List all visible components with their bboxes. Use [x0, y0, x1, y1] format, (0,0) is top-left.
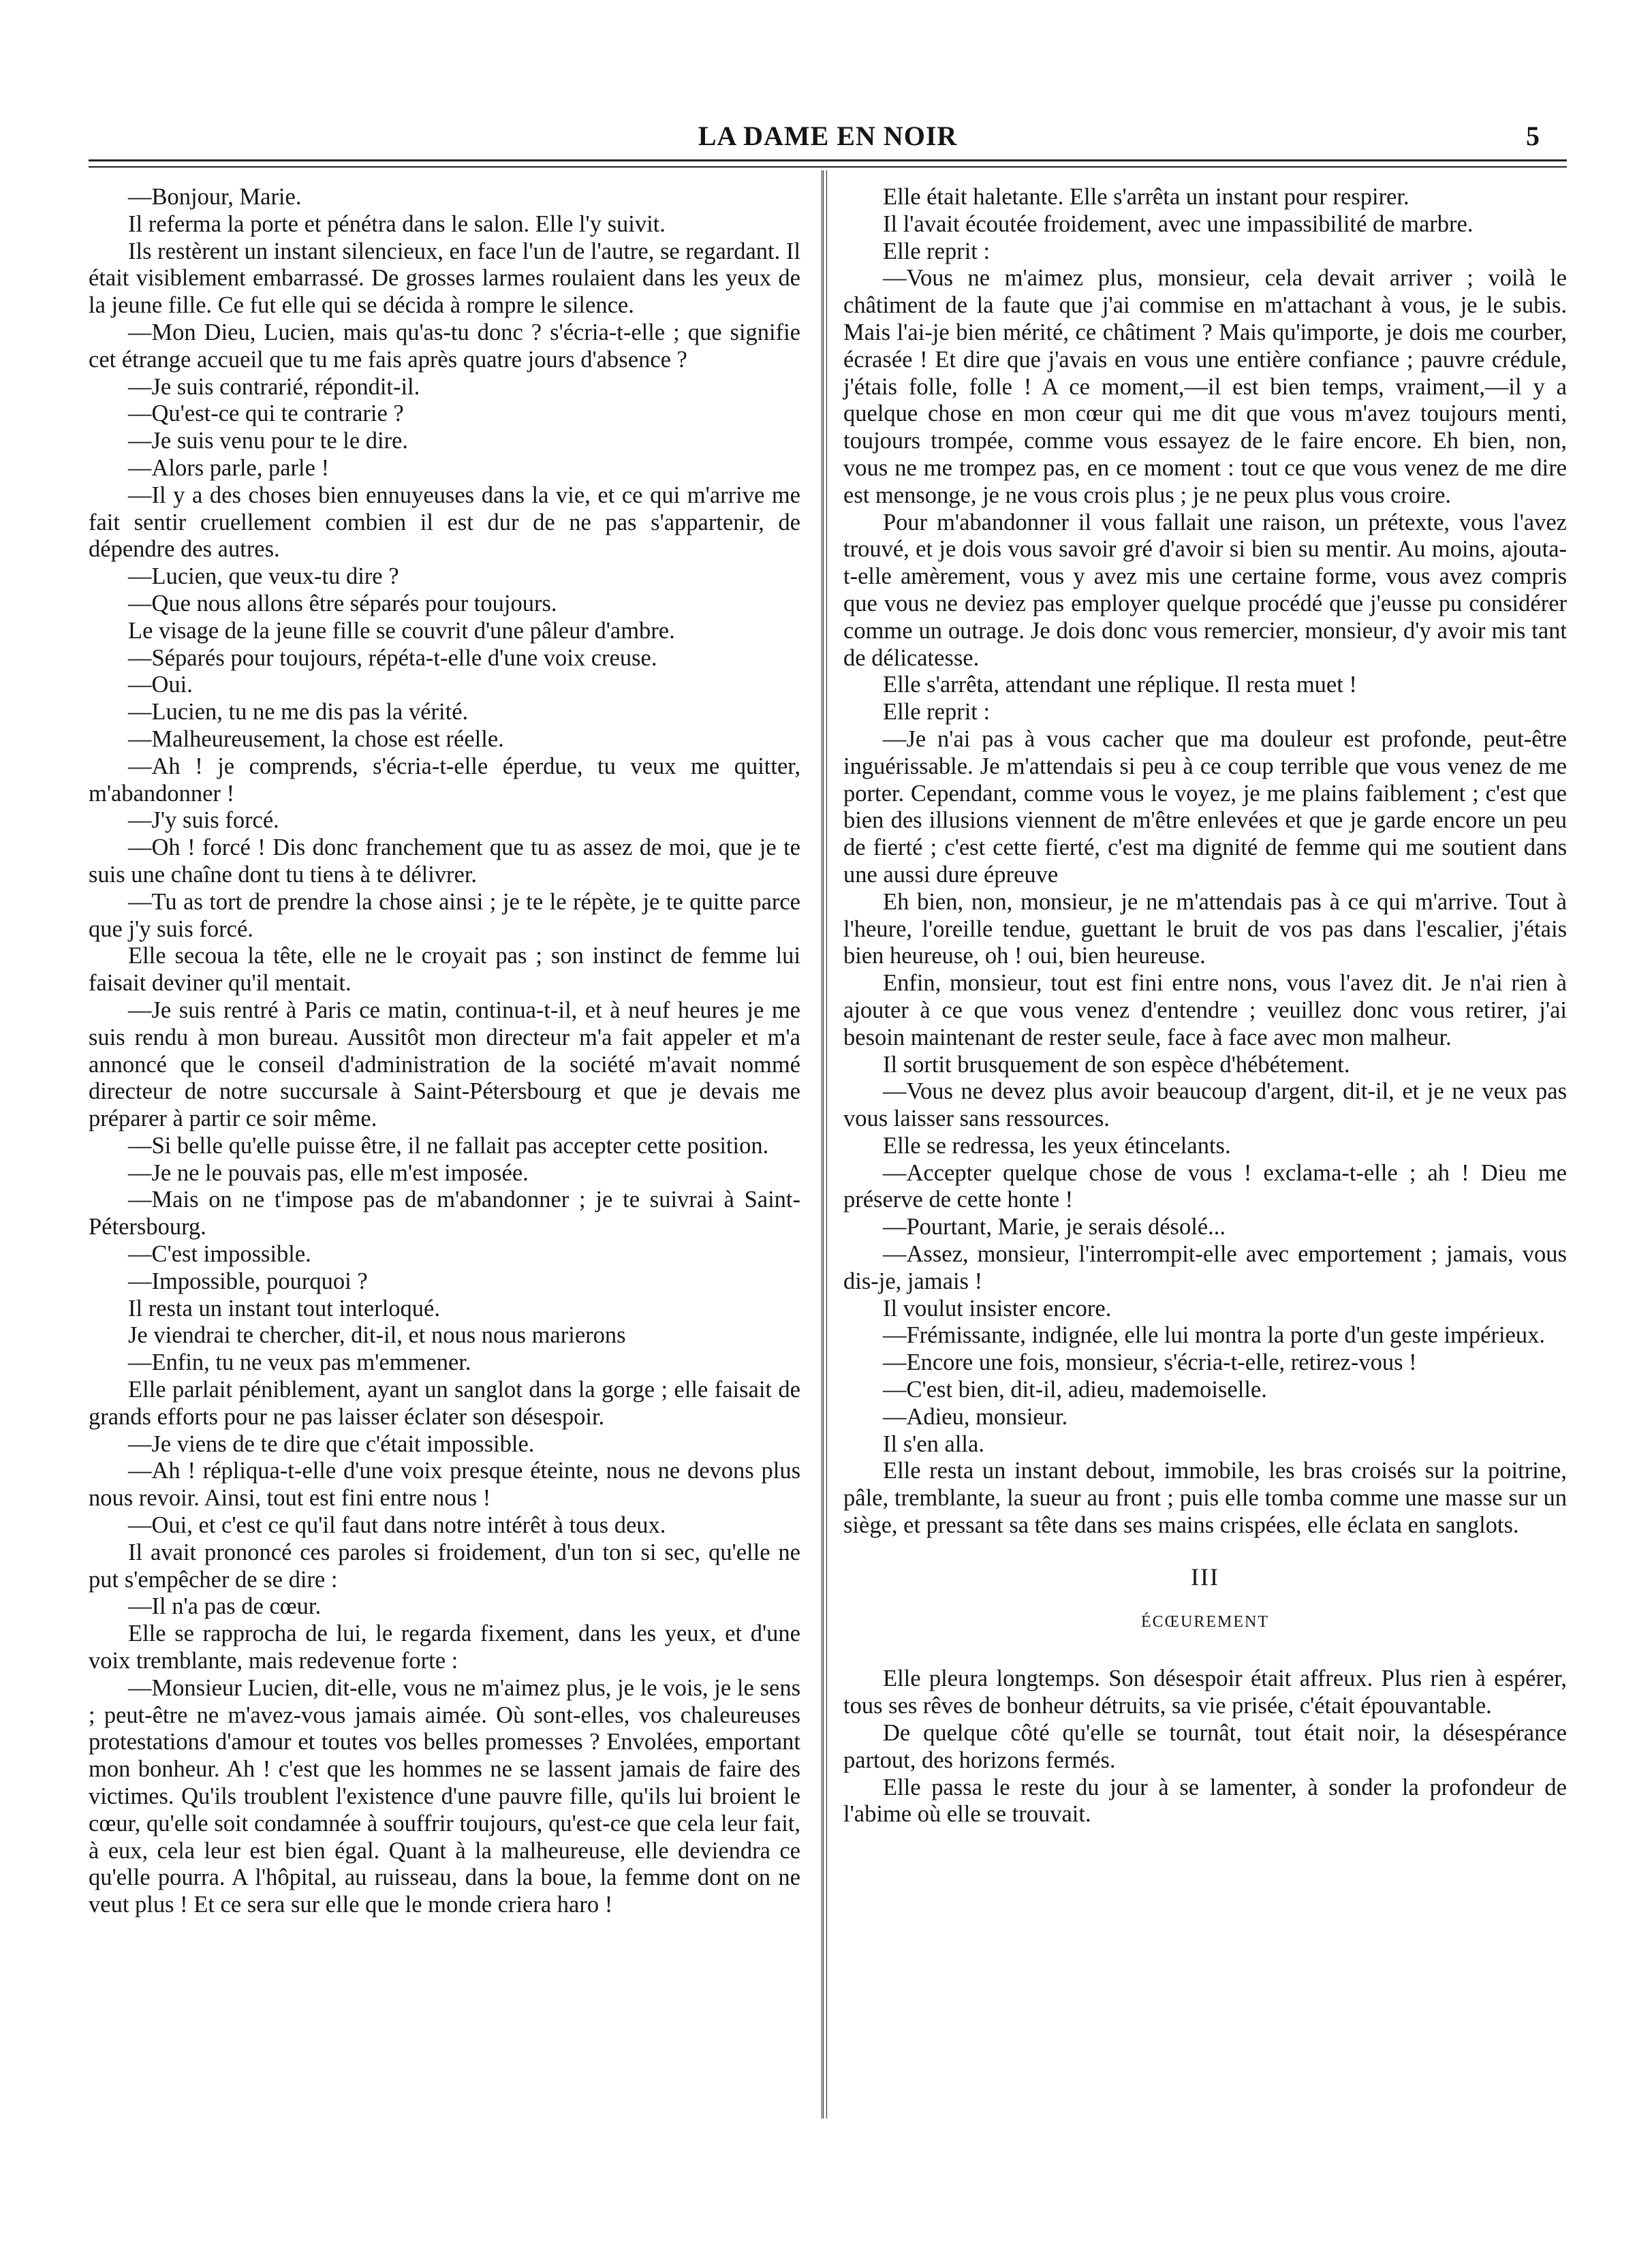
paragraph: Elle reprit :	[883, 699, 991, 725]
paragraph: —Je n'ai pas à vous cacher que ma douleur est profonde, peut-être inguérissable. Je m'attendais si peu à ce coup terrible que vous venez de me porter. Cependant, comme vous le voyez, je me plains faiblement ; c'est que bien des illusions viennent de m'être enlevées et que je garde encore un peu de fierté ; c'est cette fierté, c'est ma dignité de femme qui me soutient dans une aussi dure épreuve	[843, 725, 1567, 888]
column-divider	[822, 170, 827, 2119]
page-number: 5	[1526, 121, 1540, 151]
paragraph: —Mais on ne t'impose pas de m'abandonner ; je te suivrai à Saint-Pétersbourg.	[89, 1187, 800, 1240]
paragraph: —Alors parle, parle !	[128, 454, 330, 481]
paragraph: —Séparés pour toujours, répéta-t-elle d'une voix creuse.	[128, 644, 657, 671]
paragraph: Elle parlait péniblement, ayant un sanglot dans la gorge ; elle faisait de grands efforts pour ne pas laisser éclater son désespoir.	[89, 1377, 800, 1430]
paragraph: —Ah ! je comprends, s'écria-t-elle éperdue, tu veux me quitter, m'abandonner !	[89, 753, 800, 807]
paragraph: Il resta un instant tout interloqué.	[128, 1295, 440, 1322]
paragraph: Elle se rapprocha de lui, le regarda fixement, dans les yeux, et d'une voix tremblante, mais redevenue forte :	[89, 1621, 800, 1674]
paragraph: —Je suis venu pour te le dire.	[128, 428, 409, 454]
header-rule-bottom	[89, 166, 1567, 168]
right-column-bottom	[843, 1666, 1567, 1828]
paragraph: De quelque côté qu'elle se tournât, tout était noir, la désespérance partout, des horizons fermés.	[843, 1720, 1567, 1773]
paragraph: —Monsieur Lucien, dit-elle, vous ne m'aimez plus, je le vois, je le sens ; peut-être ne m'avez-vous jamais aimée. Où sont-elles, vos chaleureuses protestations d'amour et toutes vos belles promesses ? Envolées, emportant mon bonheur. Ah ! c'est que les hommes ne se lassent jamais de faire des victimes. Qu'ils troublent l'existence d'une pauvre fille, qu'ils lui broient le cœur, qu'elle soit condamnée à souffrir toujours, qu'est-ce que cela leur fait, à eux, cela leur est bien égal. Quant à la malheureuse, elle deviendra ce qu'elle pourra. A l'hôpital, au ruisseau, dans la boue, la femme dont on ne veut plus ! Et ce sera sur elle que le monde criera haro !	[89, 1674, 800, 1918]
paragraph: —Tu as tort de prendre la chose ainsi ; je te le répète, je te quitte parce que j'y suis forcé.	[89, 888, 800, 942]
page-header	[89, 120, 1567, 154]
paragraph: —Vous ne devez plus avoir beaucoup d'argent, dit-il, et je ne veux pas vous laisser sans ressources.	[843, 1078, 1567, 1132]
paragraph: Elle resta un instant debout, immobile, les bras croisés sur la poitrine, pâle, tremblante, la sueur au front ; puis elle tomba comme une masse sur un siège, et pressant sa tête dans ses mains crispées, elle éclata en sanglots.	[843, 1458, 1567, 1539]
paragraph: —Impossible, pourquoi ?	[128, 1268, 368, 1294]
paragraph: —Encore une fois, monsieur, s'écria-t-elle, retirez-vous !	[883, 1349, 1417, 1376]
paragraph: —J'y suis forcé.	[128, 807, 279, 834]
paragraph: —Je suis contrarié, répondit-il.	[128, 373, 420, 400]
paragraph: Enfin, monsieur, tout est fini entre nons, vous l'avez dit. Je n'ai rien à ajouter à ce que vous venez d'entendre ; veuillez donc vous retirer, j'ai besoin maintenant de rester seule, face à face avec mon malheur.	[843, 970, 1567, 1050]
paragraph: —Frémissante, indignée, elle lui montra la porte d'un geste impérieux.	[883, 1322, 1545, 1349]
right-column-top	[843, 184, 1567, 1539]
paragraph: —Ah ! répliqua-t-elle d'une voix presque éteinte, nous ne devons plus nous revoir. Ainsi, tout est fini entre nous !	[89, 1458, 800, 1512]
left-column	[89, 184, 800, 1919]
paragraph: —Je viens de te dire que c'était impossible.	[128, 1430, 535, 1457]
paragraph: Eh bien, non, monsieur, je ne m'attendais pas à ce qui m'arrive. Tout à l'heure, l'oreille tendue, guettant le bruit de vos pas dans l'escalier, j'étais bien heureuse, oh ! oui, bien heureuse.	[843, 888, 1567, 969]
paragraph: —Je ne le pouvais pas, elle m'est imposée.	[128, 1159, 529, 1186]
right-column	[843, 184, 1567, 1828]
paragraph: Il l'avait écoutée froidement, avec une impassibilité de marbre.	[883, 210, 1474, 237]
paragraph: Il sortit brusquement de son espèce d'hébétement.	[883, 1051, 1350, 1078]
paragraph: —Qu'est-ce qui te contrarie ?	[128, 401, 404, 427]
paragraph: —Adieu, monsieur.	[883, 1403, 1068, 1430]
paragraph: —Je suis rentré à Paris ce matin, continua-t-il, et à neuf heures je me suis rendu à mon bureau. Aussitôt mon directeur m'a fait appeler et m'a annoncé que le conseil d'administration de la société m'avait nommé directeur de notre succursale à Saint-Pétersbourg et que je devais me préparer à partir ce soir même.	[89, 997, 800, 1132]
paragraph: —Oui.	[128, 672, 193, 698]
paragraph: —Lucien, que veux-tu dire ?	[128, 563, 399, 590]
paragraph: —Oui, et c'est ce qu'il faut dans notre intérêt à tous deux.	[128, 1512, 666, 1539]
paragraph: —Vous ne m'aimez plus, monsieur, cela devait arriver ; voilà le châtiment de la faute que j'ai commise en m'attachant à vous, je le subis. Mais l'ai-je bien mérité, ce châtiment ? Mais qu'importe, je dois me courber, écrasée ! Et dire que j'avais en vous une entière confiance ; pauvre crédule, j'étais folle, folle ! A ce moment,—il est bien temps, vraiment,—il y a quelque chose en mon cœur qui me dit que vous m'avez toujours menti, toujours trompée, comme vous essayez de le faire encore. Eh bien, non, vous ne me trompez pas, en ce moment : tout ce que vous venez de me dire est mensonge, je ne vous crois plus ; je ne peux plus vous croire.	[843, 265, 1567, 508]
paragraph: Elle s'arrêta, attendant une réplique. Il resta muet !	[883, 672, 1357, 698]
paragraph: Elle était haletante. Elle s'arrêta un instant pour respirer.	[883, 184, 1409, 210]
paragraph: —C'est impossible.	[128, 1241, 311, 1268]
paragraph: Il referma la porte et pénétra dans le salon. Elle l'y suivit.	[128, 210, 666, 237]
paragraph: Elle secoua la tête, elle ne le croyait pas ; son instinct de femme lui faisait deviner qu'il mentait.	[89, 943, 800, 997]
paragraph: —Il n'a pas de cœur.	[128, 1593, 322, 1620]
paragraph: Pour m'abandonner il vous fallait une raison, un prétexte, vous l'avez trouvé, et je dois vous savoir gré d'avoir si bien su mentir. Au moins, ajouta-t-elle amèrement, vous y avez mis une certaine forme, vous avez compris que vous ne deviez pas employer quelque procédé que j'eusse pu considérer comme un outrage. Je dois donc vous remercier, monsieur, d'y avoir mis tant de délicatesse.	[843, 509, 1567, 671]
paragraph: Ils restèrent un instant silencieux, en face l'un de l'autre, se regardant. Il était visiblement embarrassé. De grosses larmes roulaient dans les yeux de la jeune fille. Ce fut elle qui se décida à rompre le silence.	[89, 238, 800, 319]
paragraph: —Bonjour, Marie.	[128, 184, 302, 210]
paragraph: Elle pleura longtemps. Son désespoir était affreux. Plus rien à espérer, tous ses rêves de bonheur détruits, sa vie prisée, c'était épouvantable.	[843, 1666, 1567, 1719]
paragraph: —Assez, monsieur, l'interrompit-elle avec emportement ; jamais, vous dis-je, jamais !	[843, 1241, 1567, 1294]
paragraph: Il avait prononcé ces paroles si froidement, d'un ton si sec, qu'elle ne put s'empêcher de se dire :	[89, 1539, 800, 1593]
paragraph: —Mon Dieu, Lucien, mais qu'as-tu donc ? s'écria-t-elle ; que signifie cet étrange accueil que tu me fais après quatre jours d'absence ?	[89, 319, 800, 373]
paragraph: Je viendrai te chercher, dit-il, et nous nous marierons	[128, 1322, 626, 1349]
header-rule-top	[89, 159, 1567, 161]
paragraph: —Oh ! forcé ! Dis donc franchement que tu as assez de moi, que je te suis une chaîne dont tu tiens à te délivrer.	[89, 834, 800, 888]
paragraph: Il voulut insister encore.	[883, 1295, 1112, 1322]
section-number: III	[1191, 1563, 1219, 1591]
paragraph: Elle reprit :	[883, 238, 991, 264]
paragraph: —Que nous allons être séparés pour toujours.	[128, 590, 557, 616]
paragraph: —Lucien, tu ne me dis pas la vérité.	[128, 699, 469, 725]
paragraph: Le visage de la jeune fille se couvrit d'une pâleur d'ambre.	[128, 617, 675, 644]
paragraph: Il s'en alla.	[883, 1430, 984, 1457]
paragraph: —C'est bien, dit-il, adieu, mademoiselle.	[883, 1377, 1267, 1403]
paragraph: —Il y a des choses bien ennuyeuses dans la vie, et ce qui m'arrive me fait sentir cruellement combien il est dur de ne pas s'appartenir, de dépendre des autres.	[89, 482, 800, 563]
paragraph: —Accepter quelque chose de vous ! exclama-t-elle ; ah ! Dieu me préserve de cette honte !	[843, 1159, 1567, 1213]
paragraph: —Pourtant, Marie, je serais désolé...	[883, 1214, 1226, 1240]
paragraph: Elle passa le reste du jour à se lamenter, à sonder la profondeur de l'abime où elle se trouvait.	[843, 1774, 1567, 1828]
section-title: ÉCŒUREMENT	[1141, 1612, 1269, 1631]
running-title: LA DAME EN NOIR	[698, 121, 958, 151]
paragraph: —Malheureusement, la chose est réelle.	[128, 725, 504, 752]
paragraph: —Enfin, tu ne veux pas m'emmener.	[128, 1349, 471, 1376]
paragraph: —Si belle qu'elle puisse être, il ne fallait pas accepter cette position.	[128, 1132, 769, 1159]
paragraph: Elle se redressa, les yeux étincelants.	[883, 1132, 1231, 1159]
